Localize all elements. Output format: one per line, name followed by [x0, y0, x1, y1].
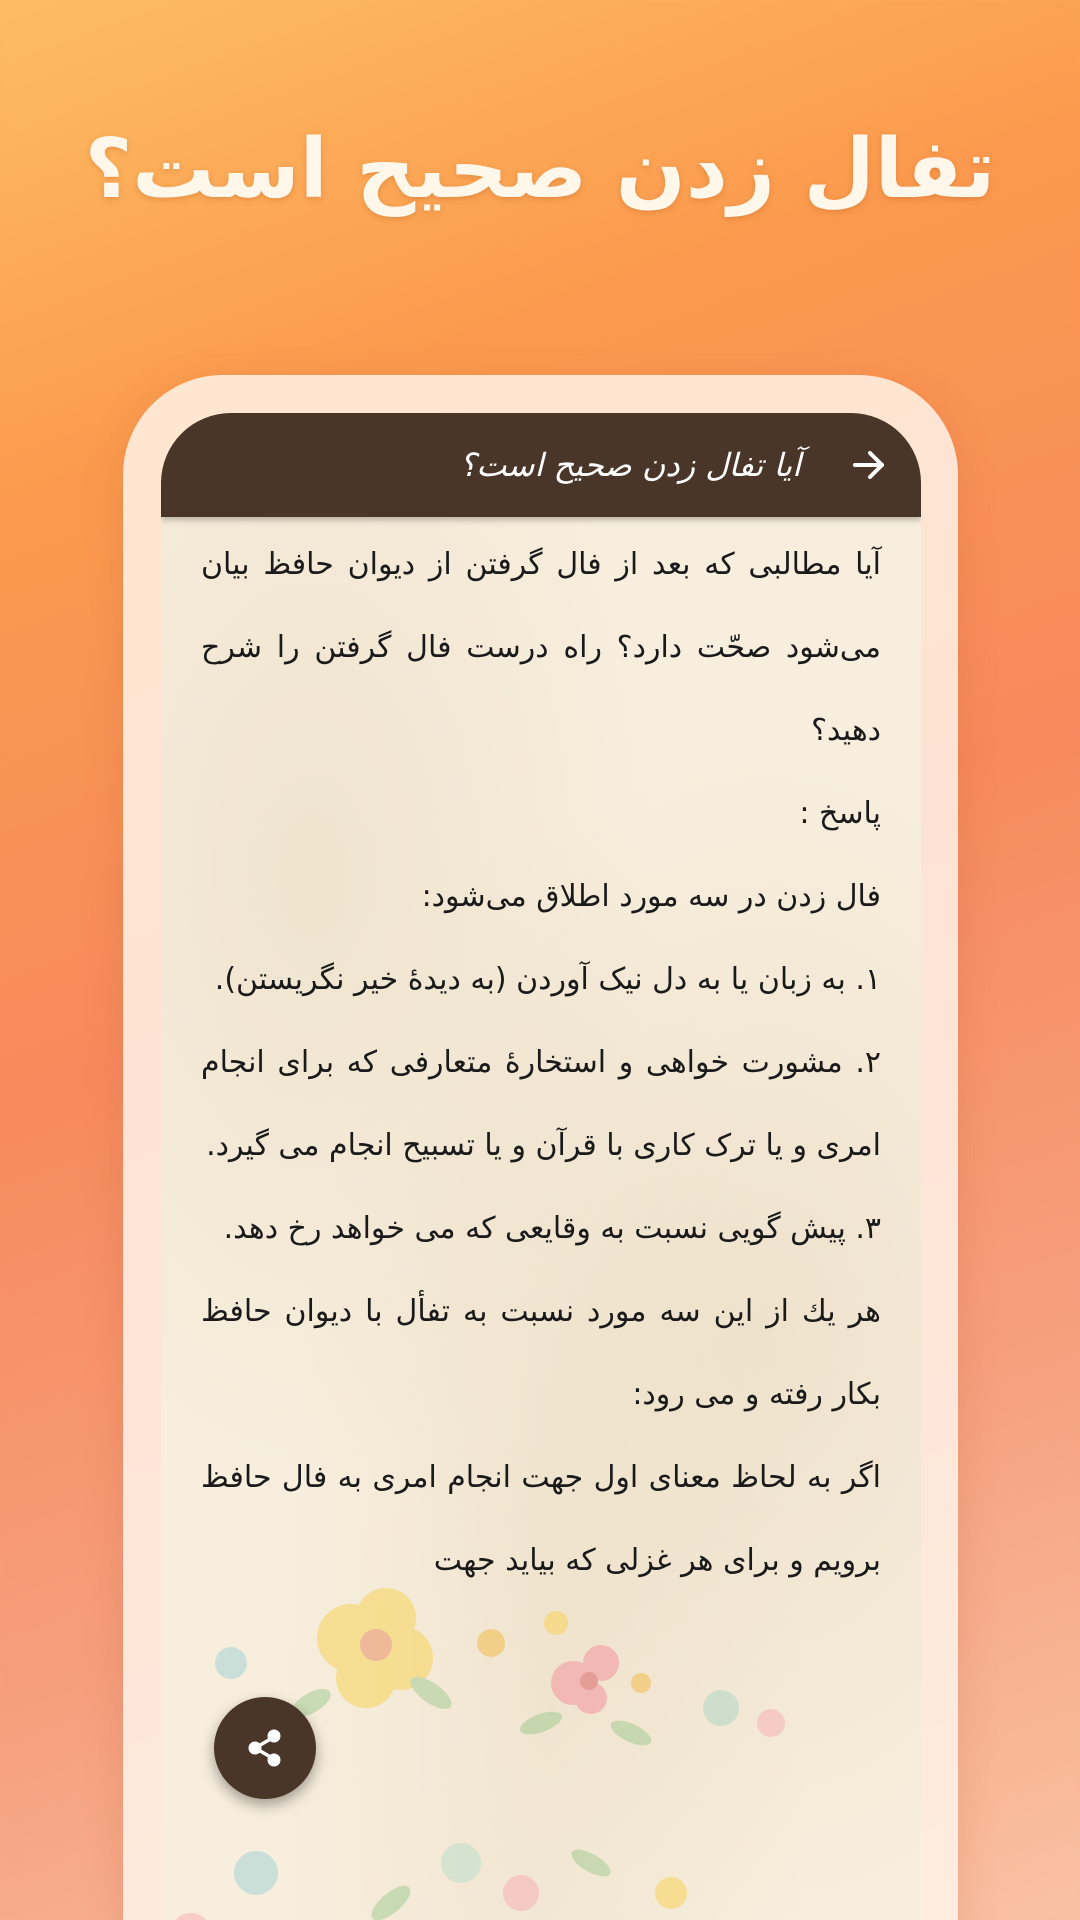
share-icon — [243, 1726, 287, 1770]
back-button[interactable] — [843, 439, 895, 491]
app-screen — [161, 413, 921, 1920]
article-paragraph: اگر به لحاظ معنای اول جهت انجام امری به فال حافظ برویم و برای هر غزلی که بیاید جهت — [201, 1460, 881, 1578]
article-paragraph: ۲. مشورت خواهی و استخارهٔ متعارفی که برای انجام امری و یا ترک کاری با قرآن و یا تسبیح انجام می گیرد. — [201, 1045, 881, 1163]
article-paragraph: ۳. پیش گویی نسبت به وقایعی که می خواهد رخ دهد. — [223, 1211, 881, 1246]
article-paragraph: هر یك از این سه مورد نسبت به تفأل با دیوان حافظ بکار رفته و می رود: — [201, 1294, 881, 1412]
article-paragraph: پاسخ : — [799, 796, 881, 831]
arrow-right-icon — [849, 445, 889, 485]
app-bar-title: آیا تفال زدن صحیح است؟ — [459, 446, 801, 484]
share-button[interactable] — [214, 1697, 316, 1799]
article-paragraph: فال زدن در سه مورد اطلاق می‌شود: — [421, 879, 881, 914]
app-bar — [161, 413, 921, 517]
article-paragraph: آیا مطالبی که بعد از فال گرفتن از دیوان حافظ بیان می‌شود صحّت دارد؟ راه درست فال گرفتن را شرح دهید؟ — [201, 547, 881, 748]
article-body — [201, 523, 881, 1602]
article-paragraph: ۱. به زبان یا به دل نیک آوردن (به دیدهٔ خیر نگریستن). — [214, 962, 881, 997]
page-headline: تفال زدن صحیح است؟ — [84, 122, 996, 217]
